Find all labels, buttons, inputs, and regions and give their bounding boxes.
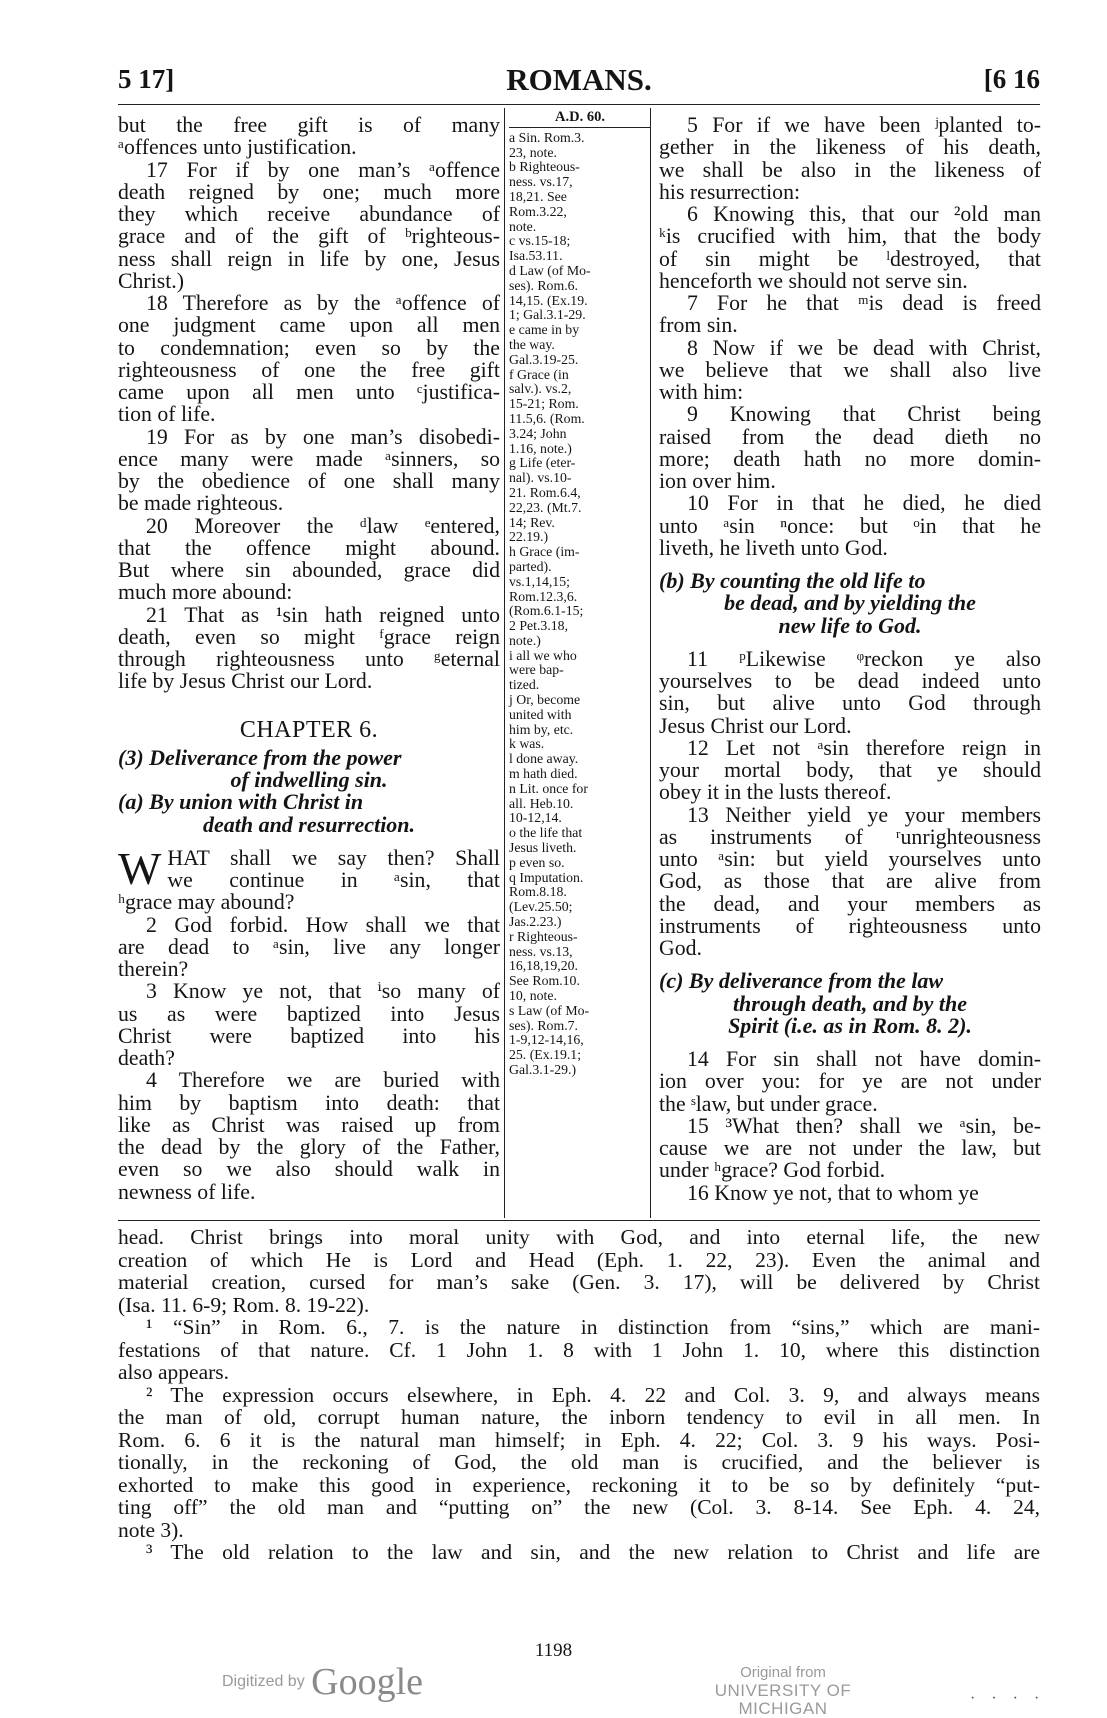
text-line: 7 For he that ᵐis dead is freed — [687, 291, 1041, 315]
page-number: 1198 — [534, 1640, 573, 1661]
section-heading-a-line-1: (a) By union with Christ in — [118, 789, 364, 815]
marginal-reference-line: e came in by — [509, 322, 580, 338]
text-line: we believe that we shall also live — [659, 357, 1041, 382]
marginal-reference-line: Gal.3.19-25. — [509, 351, 579, 367]
marginal-reference-line: k was. — [509, 736, 545, 752]
text-line: 4 Therefore we are buried with — [146, 1068, 500, 1093]
marginal-date: A.D. 60. — [509, 110, 651, 128]
text-line: 15 ³What then? shall we ᵃsin, be- — [687, 1113, 1041, 1138]
marginal-reference-line: ses). Rom.6. — [509, 277, 578, 293]
marginal-reference-line: 10-12,14. — [509, 810, 562, 826]
text-line: one judgment came upon all men — [118, 313, 500, 338]
text-line: grace and of the gift of ᵇrighteous- — [118, 224, 500, 249]
text-line: they which receive abundance of — [118, 202, 500, 226]
text-line: ence many were made ᵃsinners, so — [118, 446, 500, 471]
text-line: the ˢlaw, but under grace. — [659, 1091, 878, 1116]
text-line: ion over you: for ye are not under — [659, 1069, 1041, 1094]
marginal-reference-line: Rom.3.22, — [509, 203, 567, 219]
text-line: with him: — [659, 380, 744, 404]
text-line: tion of life. — [118, 402, 216, 427]
marginal-reference-line: r Righteous- — [509, 928, 578, 944]
marginal-reference-line: 25. (Ex.19.1; — [509, 1047, 582, 1063]
footnote-rule — [118, 1220, 1040, 1221]
section-heading-b-line-3: new life to God. — [778, 612, 922, 638]
footnote-lines — [118, 1226, 1040, 1564]
text-line: be made righteous. — [118, 491, 284, 516]
original-from-text: Original from — [740, 1664, 826, 1681]
text-line: HAT shall we say then? Shall — [167, 845, 500, 870]
section-heading-c-line-3: Spirit (i.e. as in Rom. 8. 2). — [728, 1012, 972, 1038]
text-line: But where sin abounded, grace did — [118, 558, 500, 582]
text-line: newness of life. — [118, 1179, 256, 1204]
text-line: as instruments of ʳunrighteousness — [659, 824, 1041, 849]
section-heading-b-line-2: be dead, and by yielding the — [724, 590, 976, 616]
text-line: by the obedience of one shall many — [118, 469, 500, 493]
text-line: are dead to ᵃsin, live any longer — [118, 934, 500, 959]
right-verses-1 — [659, 114, 1041, 559]
marginal-reference-line: 1; Gal.3.1-29. — [509, 307, 586, 323]
marginal-reference-line: h Grace (im- — [509, 544, 580, 560]
marginal-reference-list — [509, 131, 651, 1078]
digitized-by-google-watermark — [222, 1660, 423, 1704]
marginal-reference-line: salv.). vs.2, — [509, 381, 572, 397]
text-line: death reigned by one; much more — [118, 179, 500, 204]
marginal-reference-line: Jas.2.23.) — [509, 914, 562, 930]
marginal-reference-line: ness. vs.17, — [509, 174, 573, 190]
digitized-by-text: Digitized by — [222, 1673, 305, 1690]
text-line: 12 Let not ᵃsin therefore reign in — [687, 735, 1041, 760]
marginal-reference-line: p even so. — [509, 854, 565, 870]
original-from-watermark — [668, 1664, 898, 1718]
marginal-reference-line: parted). — [509, 558, 552, 574]
marginal-reference-line: all. Heb.10. — [509, 795, 574, 811]
footnote-line: material creation, cursed for man’s sake (Gen. 3. 17), will be delivered by Christ — [118, 1270, 1040, 1294]
marginal-reference-line: (Rom.6.1-15; — [509, 603, 584, 619]
marginal-reference-line: j Or, become — [509, 692, 581, 708]
text-line: cause we are not under the law, but — [659, 1136, 1041, 1160]
marginal-reference-line: 22,23. (Mt.7. — [509, 499, 582, 515]
footnote-line: (Isa. 11. 6-9; Rom. 8. 19-22). — [118, 1292, 370, 1317]
marginal-reference-line: 21. Rom.6.4, — [509, 484, 581, 500]
text-line: through righteousness unto ᵍeternal — [118, 647, 500, 671]
text-line: unto ᵃsin ⁿonce: but ᵒin that he — [659, 513, 1041, 538]
marginal-reference-line: f Grace (in — [509, 366, 569, 382]
marginal-reference-line: Jesus liveth. — [509, 840, 577, 856]
text-line: ʰgrace may abound? — [118, 890, 295, 915]
marginal-reference-line: 22.19.) — [509, 529, 549, 545]
marginal-reference-line: Gal.3.1-29.) — [509, 1062, 577, 1077]
text-line: ᵃoffences unto justification. — [118, 135, 357, 160]
marginal-reference-line: 14; Rev. — [509, 514, 555, 530]
right-verses-3 — [659, 1048, 1041, 1204]
left-text-column — [118, 114, 500, 1203]
marginal-reference-line: a Sin. Rom.3. — [509, 129, 585, 145]
left-verses-ch5 — [118, 114, 500, 693]
text-line: God, as those that are alive from — [659, 869, 1041, 894]
footnote-line: ² The expression occurs elsewhere, in Eph. 4. 22 and Col. 3. 9, and always means — [146, 1382, 1040, 1407]
text-line: 6 Knowing this, that our ²old man — [687, 202, 1041, 226]
text-line: us as were baptized into Jesus — [118, 1001, 500, 1026]
footnote-line: head. Christ brings into moral unity with God, and into eternal life, the new — [118, 1225, 1040, 1249]
footnote-line: exhorted to make this good in experience, reckoning it to be so by definitely “put- — [118, 1472, 1040, 1497]
marginal-reference-line: him by, etc. — [509, 721, 574, 737]
text-line: 21 That as ¹sin hath reigned unto — [146, 602, 500, 627]
text-line: Jesus Christ our Lord. — [659, 713, 852, 738]
chapter-heading: CHAPTER 6. — [239, 716, 379, 743]
footnote-line: ³ The old relation to the law and sin, and the new relation to Christ and life are — [146, 1540, 1040, 1564]
running-header — [118, 62, 1040, 102]
right-text-column — [659, 114, 1041, 1204]
marginal-reference-line: l done away. — [509, 751, 579, 767]
header-verse-start: 5 17] — [118, 64, 175, 94]
marginal-reference-line: vs.1,14,15; — [509, 573, 570, 589]
marginal-reference-line: 10, note. — [509, 988, 557, 1004]
section-heading-3-line-2: of indwelling sin. — [230, 767, 388, 792]
text-line: God. — [659, 936, 702, 960]
marginal-reference-line: 23, note. — [509, 144, 557, 160]
text-line: obey it in the lusts thereof. — [659, 780, 892, 805]
google-logo-text: Google — [311, 1661, 424, 1703]
text-line: Christ.) — [118, 268, 184, 293]
drop-cap-letter: W — [118, 842, 162, 894]
text-line: even so we also should walk in — [118, 1157, 500, 1182]
marginal-reference-line: were bap- — [509, 662, 564, 678]
footnote-line: ¹ “Sin” in Rom. 6., 7. is the nature in distinction from “sins,” which are mani- — [146, 1315, 1040, 1339]
section-heading-3-line-1: (3) Deliverance from the power — [118, 744, 402, 770]
text-line: therein? — [118, 957, 189, 981]
footnote-line: creation of which He is Lord and Head (Eph. 1. 22, 23). Even the animal and — [118, 1247, 1040, 1272]
marginal-reference-line: 2 Pet.3.18, — [509, 618, 569, 634]
marginal-reference-line: 16,18,19,20. — [509, 958, 578, 974]
marginal-reference-line: the way. — [509, 336, 555, 352]
section-heading-a-line-2: death and resurrection. — [202, 811, 416, 837]
text-line: 16 Know ye not, that to whom ye — [687, 1180, 979, 1205]
text-line: 19 For as by one man’s disobedi- — [146, 424, 500, 449]
university-text: UNIVERSITY OF MICHIGAN — [714, 1681, 852, 1718]
marginal-reference-line: q Imputation. — [509, 869, 584, 885]
marginal-reference-line: See Rom.10. — [509, 973, 580, 989]
section-heading-c-line-1: (c) By deliverance from the law — [659, 968, 944, 994]
marginal-reference-line: Isa.53.11. — [509, 248, 563, 264]
section-heading-b-line-1: (b) By counting the old life to — [659, 568, 926, 593]
text-line: gether in the likeness of his death, — [659, 135, 1041, 160]
text-line: under ʰgrace? God forbid. — [659, 1158, 886, 1183]
text-line: much more abound: — [118, 580, 293, 605]
marginal-reference-line: 3.24; John — [509, 425, 567, 441]
text-line: ion over him. — [659, 469, 776, 493]
marginal-reference-line: b Righteous- — [509, 159, 580, 175]
marginal-reference-line: ness. vs.13, — [509, 943, 573, 959]
marginal-references — [509, 110, 651, 1078]
text-line: 20 Moreover the ᵈlaw ᵉentered, — [146, 513, 500, 538]
marginal-reference-line: Rom.8.18. — [509, 884, 567, 900]
footnote-line: also appears. — [118, 1360, 230, 1384]
text-line: but the free gift is of many — [118, 113, 500, 137]
text-line: the dead, and your members as — [659, 891, 1041, 916]
text-line: raised from the dead dieth no — [659, 424, 1041, 449]
text-line: his resurrection: — [659, 179, 801, 204]
text-line: sin, but alive unto God through — [659, 691, 1041, 716]
header-book-title: ROMANS. — [506, 62, 652, 97]
marginal-reference-line: 1-9,12-14,16, — [509, 1032, 584, 1048]
text-line: death, even so might ᶠgrace reign — [118, 624, 500, 649]
marginal-reference-line: 15-21; Rom. — [509, 396, 579, 412]
footnote-line: ting off” the old man and “putting on” the new (Col. 3. 8-14. See Eph. 4. 24, — [118, 1495, 1040, 1519]
right-verses-2 — [659, 648, 1041, 960]
marginal-reference-line: d Law (of Mo- — [509, 262, 591, 278]
text-line: death? — [118, 1046, 175, 1070]
marginal-reference-line: 14,15. (Ex.19. — [509, 292, 588, 308]
footnote-line: tionally, in the reckoning of God, the old man is crucified, and the believer is — [118, 1450, 1040, 1474]
marginal-reference-line: (Lev.25.50; — [509, 899, 573, 915]
text-line: righteousness of one the free gift — [118, 357, 500, 382]
text-line: 13 Neither yield ye your members — [687, 802, 1041, 827]
text-line: your mortal body, that ye should — [659, 758, 1041, 782]
marginal-reference-line: 11.5,6. (Rom. — [509, 410, 585, 426]
marginal-reference-line: c vs.15-18; — [509, 233, 571, 249]
text-line: life by Jesus Christ our Lord. — [118, 669, 373, 694]
text-line: 9 Knowing that Christ being — [687, 402, 1041, 427]
text-line: 14 For sin shall not have domin- — [687, 1047, 1041, 1071]
marginal-reference-line: i all we who — [509, 647, 577, 663]
text-line: unto ᵃsin: but yield yourselves unto — [659, 847, 1041, 871]
marginal-reference-line: m hath died. — [509, 766, 578, 782]
marginal-reference-line: note. — [509, 218, 537, 234]
marginal-reference-line: tized. — [509, 677, 540, 693]
text-line: 5 For if we have been ʲplanted to- — [687, 113, 1041, 137]
marginal-reference-line: 1.16, note.) — [509, 440, 572, 456]
text-line: more; death hath no more domin- — [659, 446, 1041, 471]
text-line: yourselves to be dead indeed unto — [659, 669, 1041, 693]
footnotes — [118, 1226, 1040, 1564]
marginal-reference-line: ses). Rom.7. — [509, 1017, 578, 1033]
text-line: came upon all men unto ᶜjustifica- — [118, 380, 500, 404]
column-divider-left — [504, 108, 505, 1218]
text-line: 8 Now if we be dead with Christ, — [687, 335, 1041, 360]
header-verse-end: [6 16 — [983, 64, 1040, 94]
footnote-line: Rom. 6. 6 it is the natural man himself; in Eph. 4. 22; Col. 3. 9 his ways. Posi- — [118, 1427, 1040, 1452]
marginal-reference-line: 18,21. See — [509, 188, 567, 204]
text-line: ness shall reign in life by one, Jesus — [118, 246, 500, 271]
marginal-reference-line: note.) — [509, 632, 541, 648]
text-line: from sin. — [659, 313, 738, 338]
text-line: 10 For in that he died, he died — [687, 491, 1041, 516]
section-heading-c-line-2: through death, and by the — [732, 990, 968, 1016]
text-line: 11 ᵖLikewise ᵠreckon ye also — [687, 646, 1041, 671]
text-line: 2 God forbid. How shall we that — [146, 912, 500, 937]
marginal-reference-line: united with — [509, 706, 572, 722]
text-line: we shall be also in the likeness of — [659, 157, 1041, 182]
text-line: like as Christ was raised up from — [118, 1112, 500, 1137]
text-line: we continue in ᵃsin, that — [167, 868, 500, 892]
text-line: liveth, he liveth unto God. — [659, 535, 888, 560]
footnote-line: the man of old, corrupt human nature, the inborn tendency to evil in all men. In — [118, 1405, 1040, 1429]
spacer — [118, 693, 500, 715]
text-line: 3 Know ye not, that ⁱso many of — [146, 979, 500, 1004]
text-line: him by baptism into death: that — [118, 1090, 500, 1115]
footnote-line: note 3). — [118, 1517, 184, 1542]
text-line: 18 Therefore as by the ᵃoffence of — [146, 291, 500, 315]
header-rule — [118, 104, 1040, 105]
text-line: ᵏis crucified with him, that the body — [659, 224, 1041, 249]
marginal-reference-line: s Law (of Mo- — [509, 1002, 590, 1018]
text-line: henceforth we should not serve sin. — [659, 268, 968, 293]
marginal-reference-line: nal). vs.10- — [509, 470, 572, 486]
text-line: to condemnation; even so by the — [118, 335, 500, 360]
left-verses-ch6 — [118, 842, 500, 1204]
text-line: the dead by the glory of the Father, — [118, 1135, 500, 1159]
footnote-line: festations of that nature. Cf. 1 John 1. 8 with 1 John 1. 10, where this distinction — [118, 1337, 1040, 1362]
marginal-reference-line: o the life that — [509, 825, 583, 841]
text-line: Christ were baptized into his — [118, 1023, 500, 1048]
text-line: 17 For if by one man’s ᵃoffence — [146, 157, 500, 182]
marginal-reference-line: n Lit. once for — [509, 780, 588, 796]
marginal-reference-line: Rom.12.3,6. — [509, 588, 578, 604]
text-line: instruments of righteousness unto — [659, 913, 1041, 938]
text-line: of sin might be ˡdestroyed, that — [659, 246, 1041, 271]
marginal-reference-line: g Life (eter- — [509, 455, 576, 471]
scan-dots: · · · · — [970, 1690, 1046, 1707]
text-line: that the offence might abound. — [118, 535, 500, 560]
